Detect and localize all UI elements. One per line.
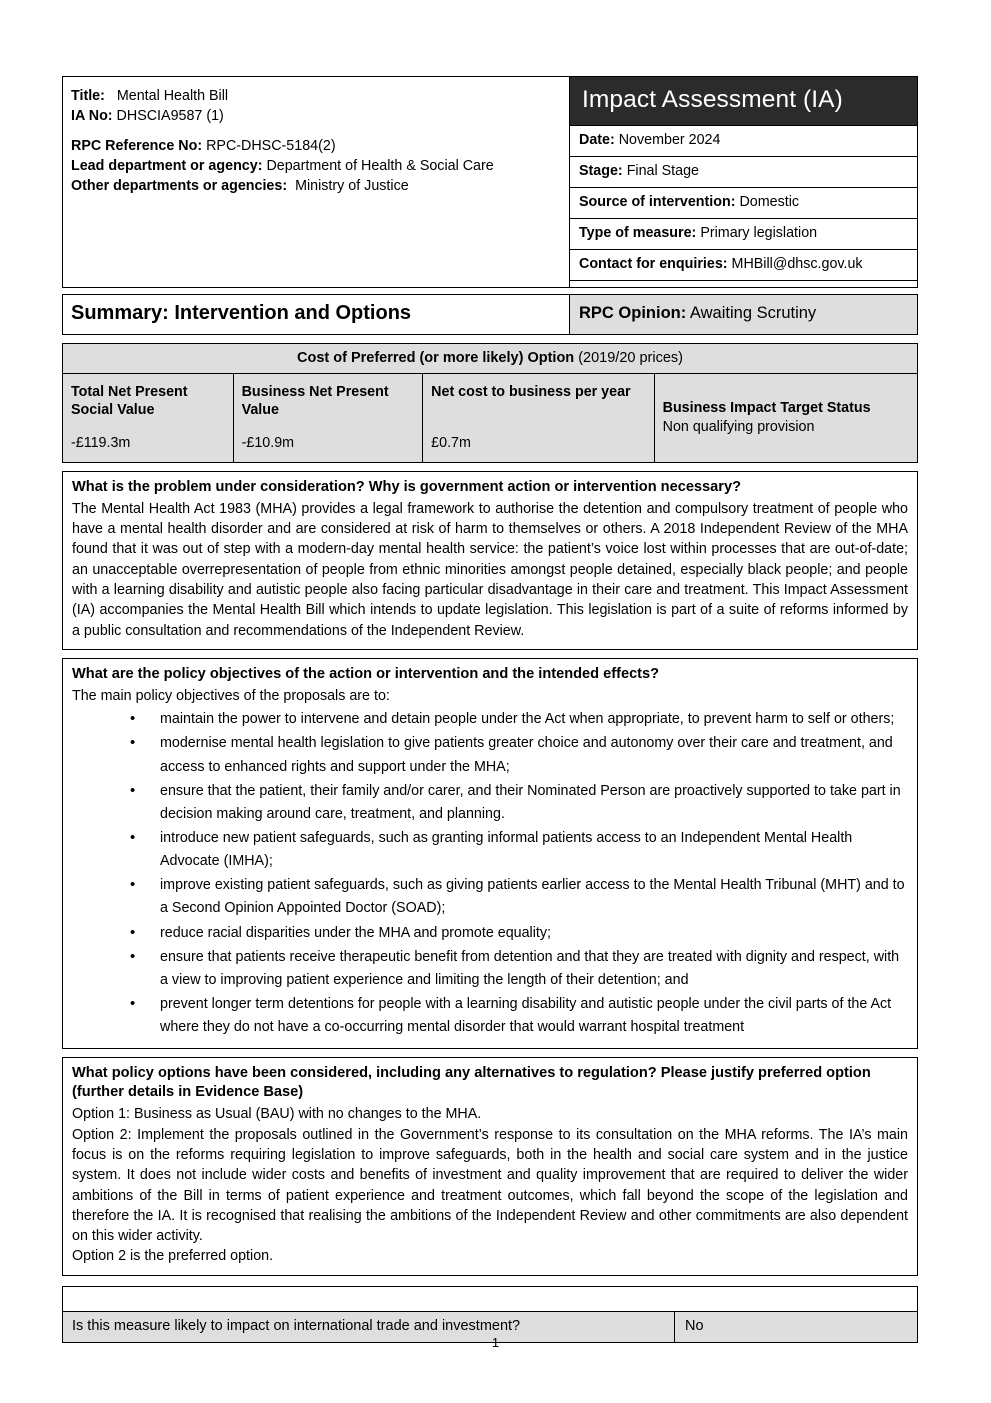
list-item: • improve existing patient safeguards, such as giving patients earlier access to the Mental Health Tribunal (MHT) and to a Second Opinion Appointed Doctor (SOAD); xyxy=(72,874,908,920)
lead-department-line xyxy=(71,157,561,177)
metadata-row-type xyxy=(570,218,917,249)
lead-department-value: Department of Health & Social Care xyxy=(266,158,494,175)
blank-spacer-box xyxy=(62,1286,918,1312)
international-trade-question: Is this measure likely to impact on international trade and investment? xyxy=(63,1312,675,1342)
other-departments-label: Other departments or agencies: xyxy=(71,177,288,194)
list-item: • maintain the power to intervene and detain people under the Act when appropriate, to prevent harm to self or others; xyxy=(72,708,908,731)
rpc-reference-line xyxy=(71,137,561,157)
ia-identification-box xyxy=(62,76,570,288)
cost-label-1: Business Net Present Value xyxy=(241,384,389,419)
cost-cell-business-net-present-value xyxy=(234,374,424,462)
list-item: • introduce new patient safeguards, such as granting informal patients access to an Independent Mental Health Advocate (IMHA); xyxy=(72,827,908,873)
list-item: • reduce racial disparities under the MHA and promote equality; xyxy=(72,922,908,945)
metadata-row-date xyxy=(570,125,917,156)
source-value: Domestic xyxy=(739,194,800,211)
cost-value-0: -£119.3m xyxy=(71,434,131,451)
page-number: 1 xyxy=(491,1335,500,1350)
rpc-opinion-label: RPC Opinion: xyxy=(579,304,687,322)
objectives-section xyxy=(62,658,918,1049)
ia-no-label: IA No: xyxy=(71,107,113,124)
ia-header-block xyxy=(62,76,918,1343)
policy-option-1: Option 1: Business as Usual (BAU) with no changes to the MHA. xyxy=(72,1106,482,1123)
objectives-intro: The main policy objectives of the proposals are to: xyxy=(72,687,390,704)
contact-email-value[interactable]: MHBill@dhsc.gov.uk xyxy=(731,256,863,273)
objectives-section-body xyxy=(72,686,908,1039)
type-label: Type of measure: xyxy=(579,225,697,242)
rpc-opinion-value: Awaiting Scrutiny xyxy=(689,304,817,322)
ia-no-line xyxy=(71,107,561,127)
cost-cell-total-net-present-social-value xyxy=(63,374,234,462)
list-item: • prevent longer term detentions for people with a learning disability and autistic people under the civil parts of the Act where they do not have a co-occurring mental disorder that would warrant hospital treatment xyxy=(72,993,908,1039)
list-item: • modernise mental health legislation to give patients greater choice and autonomy over their care and treatment, and access to enhanced rights and support under the MHA; xyxy=(72,732,908,778)
cost-of-preferred-option-table xyxy=(62,343,918,463)
contact-label: Contact for enquiries: xyxy=(579,256,728,273)
rpc-reference-value: RPC-DHSC-5184(2) xyxy=(206,138,336,155)
preferred-option-statement: Option 2 is the preferred option. xyxy=(72,1248,274,1265)
type-value: Primary legislation xyxy=(700,225,818,242)
date-value: November 2024 xyxy=(618,132,721,149)
ia-metadata-box xyxy=(570,76,918,288)
title-value: Mental Health Bill xyxy=(116,88,229,104)
list-item: • ensure that the patient, their family and/or carer, and their Nominated Person are proactively supported to take part in decision making around care, treatment, and planning. xyxy=(72,780,908,826)
stage-value: Final Stage xyxy=(626,163,700,180)
cost-cell-net-cost-to-business-per-year xyxy=(423,374,654,462)
stage-label: Stage: xyxy=(579,163,623,180)
policy-option-2: Option 2: Implement the proposals outlined in the Government’s response to its consultation on the MHA reforms. The IA’s main focus is on the reforms requiring legislation to improve safeguards, both in the health and social care system and in the justice system. It does not include wider costs and benefits of investment and quality improvement that are required to deliver the wider ambitions of the Bill in terms of patient experience and treatment outcomes, which fall beyond the scope of the legislation and therefore the IA. It is recognised that realising the ambitions of the Independent Review and other commitments are also dependent on this wider activity. xyxy=(72,1126,908,1245)
cost-label-3: Business Impact Target Status xyxy=(662,399,871,416)
policy-options-section xyxy=(62,1057,918,1275)
rpc-opinion-cell xyxy=(570,294,918,335)
cost-value-1: -£10.9m xyxy=(241,434,295,451)
problem-section-heading: What is the problem under consideration? Why is government action or intervention necessary? xyxy=(72,478,741,495)
summary-bar xyxy=(62,294,918,335)
international-trade-answer: No xyxy=(685,1317,704,1334)
metadata-row-source xyxy=(570,187,917,218)
cost-label-0: Total Net Present Social Value xyxy=(71,384,188,419)
cost-table-heading-prices: (2019/20 prices) xyxy=(578,350,683,366)
metadata-row-contact xyxy=(570,249,917,280)
page-title: Impact Assessment (IA) xyxy=(570,77,917,125)
cost-table-heading xyxy=(63,344,917,374)
metadata-filler-row xyxy=(570,280,917,287)
cost-label-2: Net cost to business per year xyxy=(431,384,631,400)
policy-options-section-body xyxy=(72,1104,908,1266)
problem-section-body xyxy=(72,499,908,641)
rpc-reference-label: RPC Reference No: xyxy=(71,138,203,155)
metadata-row-stage xyxy=(570,156,917,187)
source-label: Source of intervention: xyxy=(579,194,736,211)
header-row xyxy=(62,76,918,288)
policy-options-section-heading: What policy options have been considered, including any alternatives to regulation? Please justify preferred option (further details in Evidence Base) xyxy=(72,1065,871,1101)
cost-cell-business-impact-target-status xyxy=(655,374,917,462)
cost-value-3: Non qualifying provision xyxy=(662,418,815,435)
problem-section xyxy=(62,471,918,650)
ia-no-value: DHSCIA9587 (1) xyxy=(116,107,224,124)
summary-heading: Summary: Intervention and Options xyxy=(62,294,570,335)
lead-department-label: Lead department or agency: xyxy=(71,158,263,175)
objectives-section-heading: What are the policy objectives of the action or intervention and the intended effects? xyxy=(72,665,660,682)
problem-section-paragraph: The Mental Health Act 1983 (MHA) provides a legal framework to authorise the detention and compulsory treatment of people who have a mental health disorder and are considered at risk of harm to themselves or others. A 2018 Independent Review of the MHA found that it was out of step with a modern-day mental health service: the patient’s voice lost within processes that are out-of-date; an unacceptable overrepresentation of people from ethnic minorities amongst people detained, especially black people; and people with a learning disability and autistic people also facing particular disadvantage in their care and treatment. This Impact Assessment (IA) accompanies the Mental Health Bill which intends to update legislation. This legislation is part of a suite of reforms informed by a public consultation and recommendations of the Independent Review. xyxy=(72,500,908,639)
cost-value-2: £0.7m xyxy=(431,434,471,451)
cost-table-heading-bold: Cost of Preferred (or more likely) Option xyxy=(297,350,575,366)
title-line xyxy=(71,87,561,107)
list-item: • ensure that patients receive therapeutic benefit from detention and that they are treated with dignity and respect, with a view to improving patient experience and limiting the length of their detention; and xyxy=(72,946,908,992)
spacer xyxy=(71,126,561,137)
title-label: Title: xyxy=(71,88,105,104)
cost-table-row xyxy=(63,374,917,462)
objectives-bullet-list xyxy=(72,708,908,1039)
other-departments-line xyxy=(71,177,561,197)
date-label: Date: xyxy=(579,132,615,149)
other-departments-value: Ministry of Justice xyxy=(295,177,409,194)
